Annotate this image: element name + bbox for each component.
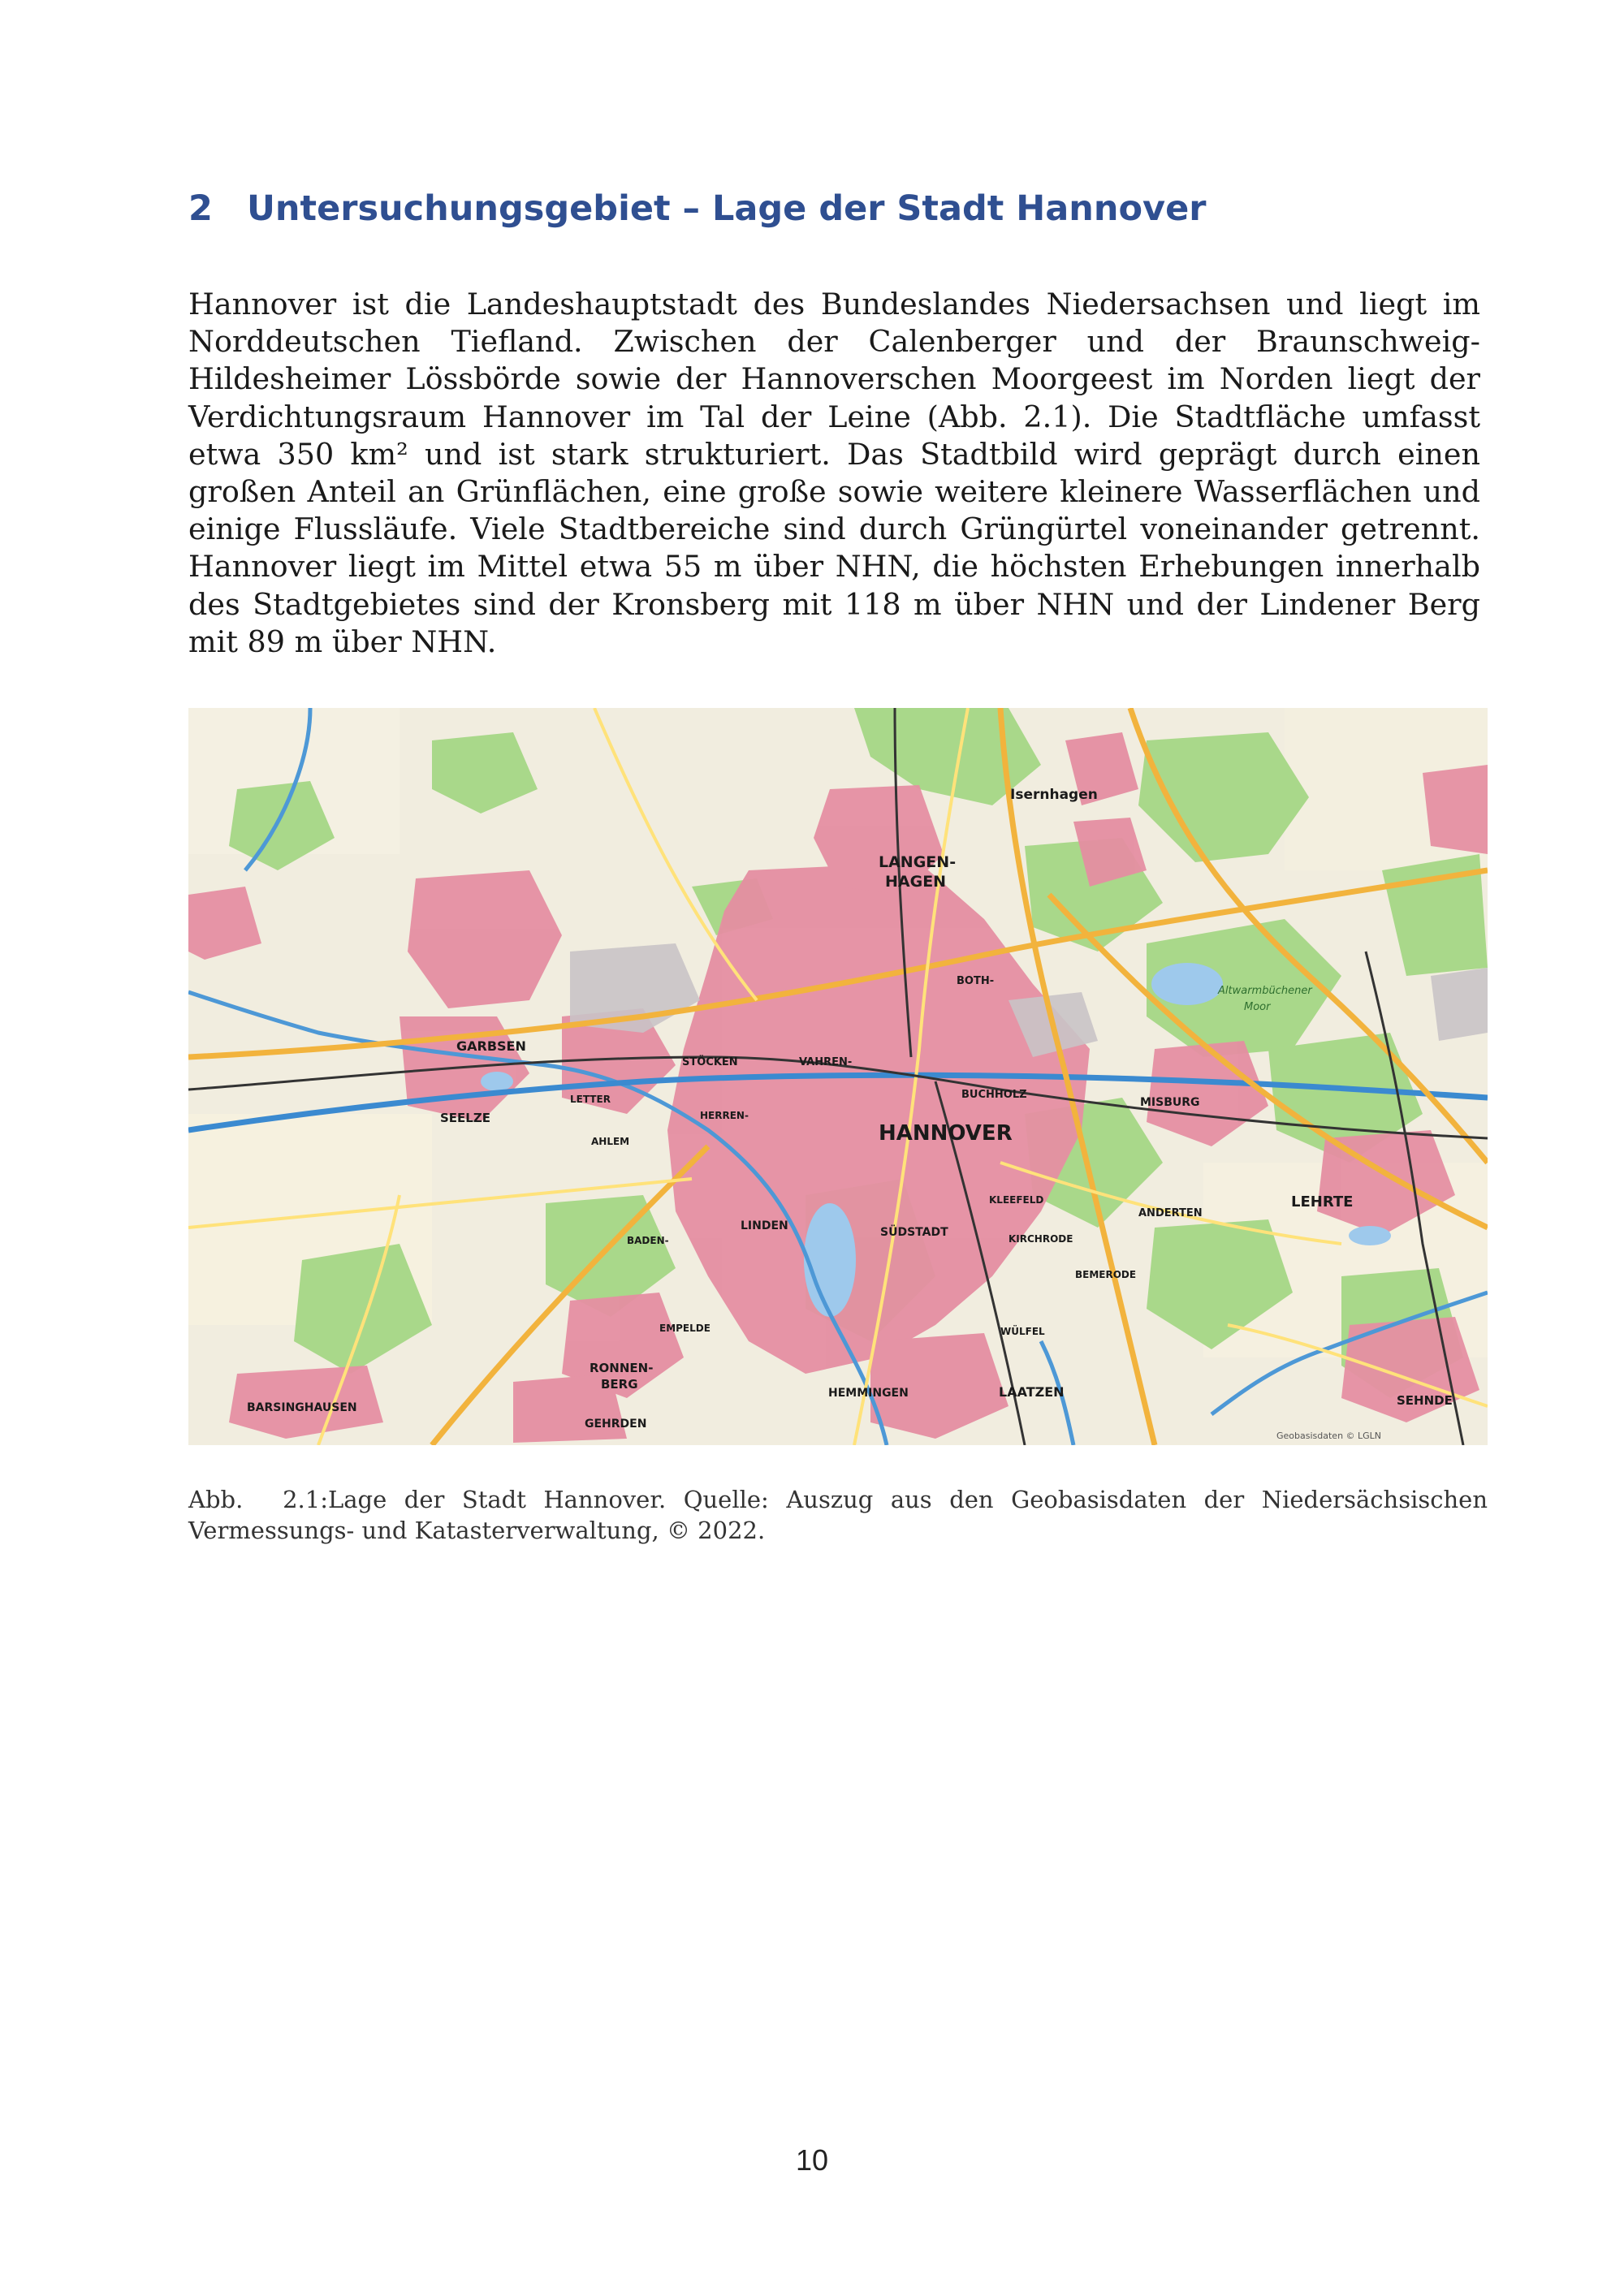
label-laatzen: LAATZEN [999,1384,1065,1400]
label-bothfeld: BOTH- [957,975,995,987]
section-number: 2 [188,188,213,229]
paragraph-line: Hildesheimer Lössbörde sowie der Hannoverschen Moorgeest im Norden liegt der [188,361,1480,397]
label-anderten: ANDERTEN [1138,1207,1203,1219]
label-ronnenberg-2: BERG [601,1377,638,1392]
figure-caption [188,1484,1488,1546]
label-ronnenberg-1: RONNEN- [590,1361,654,1375]
caption-label: Abb. 2.1: [188,1486,328,1513]
label-gehrden: GEHRDEN [585,1418,647,1431]
label-altwarmbuechener: Altwarmbüchener [1218,985,1312,997]
label-barsinghausen: BARSINGHAUSEN [247,1401,357,1414]
label-suedstadt: SÜDSTADT [880,1226,948,1239]
paragraph-line: des Stadtgebietes sind der Kronsberg mit 118 m über NHN und der Lindener Berg [188,586,1480,622]
label-sehnde: SEHNDE [1397,1393,1453,1408]
label-ahlem: AHLEM [591,1136,630,1147]
label-vahrenwald: VAHREN- [799,1056,853,1068]
label-garbsen: GARBSEN [456,1038,526,1054]
label-badenstedt: BADEN- [627,1235,669,1246]
paragraph-line: einige Flussläufe. Viele Stadtbereiche sind durch Grüngürtel voneinander getrennt. [188,511,1480,547]
body-paragraph [188,286,1480,661]
label-moor: Moor [1244,1001,1271,1013]
page-number: 10 [795,2143,829,2177]
label-kleefeld: KLEEFELD [989,1194,1044,1206]
paragraph-line: Norddeutschen Tiefland. Zwischen der Calenberger und der Braunschweig- [188,324,1480,360]
section-heading [188,188,1488,229]
label-buchholz: BUCHHOLZ [961,1089,1027,1101]
label-lehrte: LEHRTE [1291,1193,1354,1211]
label-empelde: EMPELDE [659,1323,710,1334]
label-stoecken: STÖCKEN [682,1056,738,1068]
label-hemmingen: HEMMINGEN [828,1387,909,1400]
paragraph-line: Verdichtungsraum Hannover im Tal der Leine (Abb. 2.1). Die Stadtfläche umfasst [188,399,1480,434]
paragraph-line: etwa 350 km² und ist stark strukturiert. Das Stadtbild wird geprägt durch einen [188,436,1480,472]
label-bemerode: BEMERODE [1075,1269,1137,1280]
label-isernhagen: Isernhagen [1010,787,1098,803]
paragraph-line: mit 89 m über NHN. [188,624,497,659]
label-kirchrode: KIRCHRODE [1009,1233,1073,1245]
label-langenhagen-1: LANGEN- [879,853,957,871]
label-linden: LINDEN [741,1219,788,1232]
label-herrenhausen: HERREN- [700,1110,749,1121]
label-wuelfel: WÜLFEL [1000,1326,1045,1337]
label-hannover: HANNOVER [879,1121,1013,1146]
caption-text-1: Lage der Stadt Hannover. Quelle: Auszug aus den Geobasisdaten der Niedersächsischen [328,1486,1488,1513]
topographic-map [188,708,1488,1445]
map-credit: Geobasisdaten © LGLN [1276,1431,1382,1441]
caption-line-1 [188,1484,1488,1515]
paragraph-line: Hannover ist die Landeshauptstadt des Bundeslandes Niedersachsen und liegt im [188,287,1480,322]
label-misburg: MISBURG [1140,1096,1200,1109]
map-svg [188,708,1488,1445]
label-seelze: SEELZE [440,1111,490,1125]
paragraph-line: Hannover liegt im Mittel etwa 55 m über NHN, die höchsten Erhebungen innerhalb [188,549,1480,585]
paragraph-line: großen Anteil an Grünflächen, eine große sowie weitere kleinere Wasserflächen und [188,473,1480,509]
section-title: Untersuchungsgebiet – Lage der Stadt Hannover [247,188,1207,229]
caption-line-2: Vermessungs- und Katasterverwaltung, © 2022. [188,1517,766,1544]
label-langenhagen-2: HAGEN [885,873,947,891]
label-letter: LETTER [570,1094,611,1105]
